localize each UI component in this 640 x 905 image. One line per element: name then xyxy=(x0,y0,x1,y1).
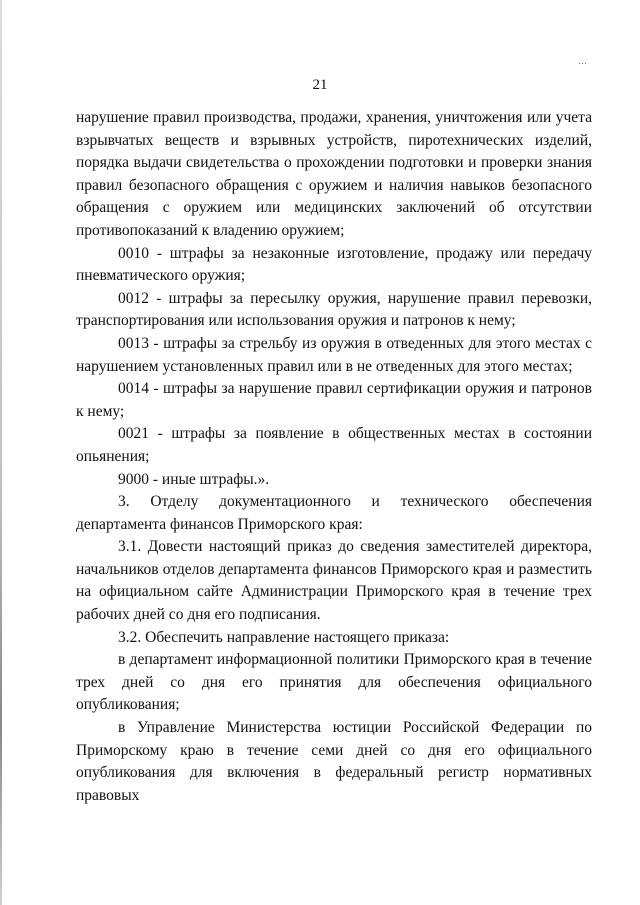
page-number: 21 xyxy=(312,77,328,93)
paragraph-6: 0021 - штрафы за появление в общественных местах в состоянии опьянения; xyxy=(76,425,592,465)
body-text xyxy=(76,107,592,807)
paragraph-5: 0014 - штрафы за нарушение правил сертификации оружия и патронов к нему; xyxy=(76,380,592,420)
corner-mark: … xyxy=(578,56,587,66)
scan-left-edge xyxy=(0,0,2,905)
paragraph-4: 0013 - штрафы за стрельбу из оружия в отведенных для этого местах с нарушением установленных правил или в не отведенных для этого местах; xyxy=(76,334,592,375)
paragraph-10: 3.2. Обеспечить направление настоящего приказа: xyxy=(118,628,450,646)
paragraph-3: 0012 - штрафы за пересылку оружия, нарушение правил перевозки, транспортирования или использования оружия и патронов к нему; xyxy=(76,289,592,330)
paragraph-11: в департамент информационной политики Приморского края в течение трех дней со дня его принятия для обеспечения официального опубликования; xyxy=(76,651,592,714)
paragraph-12: в Управление Министерства юстиции Российской Федерации по Приморскому краю в течение семи дней со дня его официального опубликования для включения в федеральный регистр нормативных правовых xyxy=(76,719,592,804)
paragraph-2: 0010 - штрафы за незаконные изготовление, продажу или передачу пневматического оружия; xyxy=(76,244,592,285)
paragraph-1: нарушение правил производства, продажи, хранения, уничтожения или учета взрывчатых веществ и взрывных устройств, пиротехнических изделий, порядка выдачи свидетельства о прохождении подготовки и проверки знания правил безопасного обращения с оружием и наличия навыков безопасного обращения с оружием или медицинских заключений об отсутствии противопоказаний к владению оружием; xyxy=(76,109,592,239)
paragraph-9: 3.1. Довести настоящий приказ до сведения заместителей директора, начальников отделов департамента финансов Приморского края и разместить на официальном сайте Администрации Приморского края в течение трех рабочих дней со дня его подписания. xyxy=(76,538,592,624)
paragraph-7: 9000 - иные штрафы.». xyxy=(118,470,270,488)
paragraph-8: 3. Отделу документационного и технического обеспечения департамента финансов Приморского края: xyxy=(76,493,592,533)
